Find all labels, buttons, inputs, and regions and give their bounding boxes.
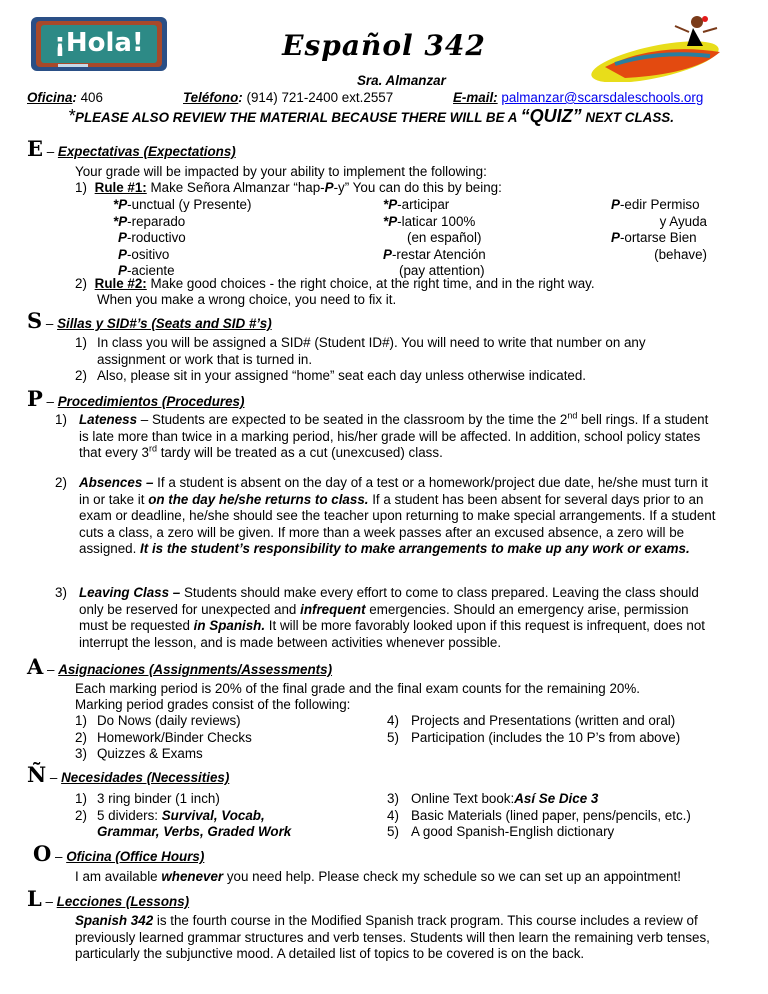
list-item: (pay attention) <box>399 263 485 279</box>
list-item: (en español) <box>407 230 482 246</box>
email-line <box>453 90 703 107</box>
list-item: Grammar, Verbs, Graded Work <box>97 824 292 840</box>
office-value: 406 <box>80 90 103 105</box>
section-p-heading: P – Procedimientos (Procedures) <box>27 386 245 411</box>
list-item: P-restar Atención <box>383 246 486 262</box>
section-a-heading: A – Asignaciones (Assignments/Assessments) <box>27 654 333 679</box>
p-words-col3 <box>611 197 707 263</box>
list-item: P-ortarse Bien <box>611 230 697 246</box>
rule-1: 1) Rule #1: Make Señora Almanzar “hap-P-y” You can do this by being: <box>75 180 502 195</box>
section-a-intro-2: Marking period grades consist of the following: <box>75 697 351 712</box>
list-item: P-edir Permiso <box>611 197 700 212</box>
list-item: 1) Do Nows (daily reviews) <box>75 713 241 728</box>
list-item: 1) 3 ring binder (1 inch) <box>75 791 220 806</box>
grade-components-left <box>75 713 252 763</box>
email-link[interactable]: palmanzar@scarsdaleschools.org <box>501 90 704 105</box>
list-item: 2) Homework/Binder Checks <box>75 729 252 745</box>
quiz-notice: *PLEASE ALSO REVIEW THE MATERIAL BECAUSE THERE WILL BE A “QUIZ” NEXT CLASS. <box>68 106 674 126</box>
list-item: 3) Quizzes & Exams <box>75 746 203 762</box>
section-letter: S <box>27 308 43 333</box>
section-letter: E <box>27 136 44 161</box>
grade-components-right <box>387 713 680 746</box>
list-item: P-aciente <box>118 263 175 279</box>
teacher-name: Sra. Almanzar <box>357 73 446 88</box>
list-item: 5) A good Spanish-English dictionary <box>387 824 615 840</box>
list-item: 1) In class you will be assigned a SID# (Student ID#). You will need to write that number on any assignment or work that is turned in. <box>75 335 646 367</box>
necessities-right <box>387 791 691 841</box>
rule-2: 2) Rule #2: Make good choices - the right choice, at the right time, and in the right way. <box>75 276 595 291</box>
section-letter: L <box>27 886 42 911</box>
rule-2-continued: When you make a wrong choice, you need to fix it. <box>97 292 397 307</box>
absences-item: 2) Absences – If a student is absent on the day of a test or a homework/project due date, he/she must turn it in or take it on the day he/she returns to class. If a student has been absent for several days prior to an exam or deadline, he/she should see the teacher upon returning to make special arrangements. If a student cuts a class, a zero will be given. If more than a week passes after an excused absence, a zero will be assigned. It is the student’s responsibility to make arrangements to make up any work or exams. <box>55 475 716 557</box>
section-l-heading: L – Lecciones (Lessons) <box>27 886 190 911</box>
lessons-text: Spanish 342 is the fourth course in the Modified Spanish track program. This course includes a review of previously learned grammar structures and verb tenses. Students will then learn the remaining verb tenses, particularly the subjunctive mood. A detailed list of topics to be covered is on the back. <box>75 913 710 962</box>
section-s-heading: S – Sillas y SID#’s (Seats and SID #’s) <box>27 308 272 333</box>
list-item: *P-unctual (y Presente) <box>113 197 252 212</box>
section-e-heading: E – Expectativas (Expectations) <box>27 136 236 161</box>
leaving-item: 3) Leaving Class – Students should make every effort to come to class prepared. Leaving the class should only be reserved for unexpected and infrequent emergencies. Should an emergency arise, permission must be requested in Spanish. It will be more favorably looked upon if this request is infrequent, does not interrupt the lesson, and is made between activities whenever possible. <box>55 585 705 650</box>
list-item: y Ayuda <box>659 213 707 229</box>
section-e-intro: Your grade will be impacted by your ability to implement the following: <box>75 164 487 179</box>
list-item: 3) Online Text book:Así Se Dice 3 <box>387 791 599 806</box>
list-item: P-ositivo <box>118 246 170 262</box>
list-item: P-roductivo <box>118 230 186 246</box>
lateness-item: 1) Lateness – Students are expected to be seated in the classroom by the time the 2nd bell rings. If a student is late more than twice in a marking period, his/her grade will be affected. In addition, school policy states that every 3rd tardy will be treated as a cut (unexcused) class. <box>55 410 709 461</box>
hola-sign-text: ¡Hola! <box>54 28 144 58</box>
list-item: (behave) <box>654 246 707 262</box>
list-item: 4) Basic Materials (lined paper, pens/pencils, etc.) <box>387 807 691 823</box>
list-item: 5) Participation (includes the 10 P’s from above) <box>387 729 681 745</box>
p-words-col1 <box>113 197 251 280</box>
list-item: *P-reparado <box>113 213 186 229</box>
section-letter: A <box>27 654 44 679</box>
office-hours-text: I am available whenever you need help. Please check my schedule so we can set up an appointment! <box>75 869 681 884</box>
necessities-left <box>75 791 291 841</box>
section-o-heading: O – Oficina (Office Hours) <box>33 841 205 866</box>
contact-line: Oficina: 406 <box>27 90 103 105</box>
phone-line: Teléfono: (914) 721-2400 ext.2557 <box>183 90 394 105</box>
section-letter: O <box>33 841 52 866</box>
p-words-col2 <box>383 197 486 280</box>
section-n-heading: Ñ – Necesidades (Necessities) <box>27 762 230 787</box>
section-s-list <box>75 335 695 385</box>
list-item: *P-laticar 100% <box>383 213 476 229</box>
office-label: Oficina <box>27 90 73 105</box>
section-a-intro-1: Each marking period is 20% of the final grade and the final exam counts for the remaining 20%. <box>75 681 640 696</box>
section-letter: Ñ <box>27 762 47 787</box>
phone-label: Teléfono <box>183 90 239 105</box>
list-item: 2) 5 dividers: Survival, Vocab, <box>75 807 265 823</box>
email-label: E-mail: <box>453 90 498 105</box>
list-item: *P-articipar <box>383 197 450 212</box>
section-letter: P <box>27 386 43 411</box>
phone-value: (914) 721-2400 ext.2557 <box>246 90 394 105</box>
page-title: Español 342 <box>282 29 486 62</box>
list-item: 2) Also, please sit in your assigned “home” seat each day unless otherwise indicated. <box>75 368 587 384</box>
list-item: 4) Projects and Presentations (written and oral) <box>387 713 676 728</box>
